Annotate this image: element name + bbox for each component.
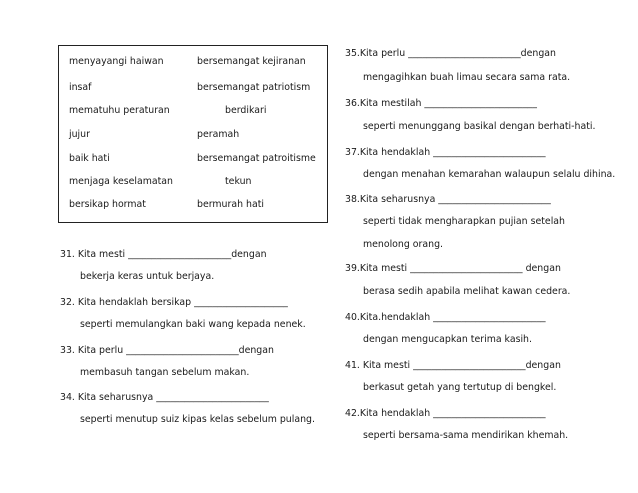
word-bank-item: jujur [69,129,90,140]
word-bank-item: bersemangat patriotism [197,82,311,93]
question-41-hint: berkasut getah yang tertutup di bengkel. [363,382,557,393]
question-31-stem: 31. Kita mesti ______________________dengan [60,249,267,260]
word-bank-item: peramah [197,129,240,140]
word-bank-item: menjaga keselamatan [69,176,173,187]
word-bank-item: menyayangi haiwan [69,56,164,67]
question-39-hint: berasa sedih apabila melihat kawan cedera. [363,286,571,297]
question-42-hint: seperti bersama-sama mendirikan khemah. [363,430,569,441]
question-35-stem: 35.Kita perlu ________________________dengan [345,48,556,59]
question-32-stem: 32. Kita hendaklah bersikap ____________________ [60,297,288,308]
word-bank-item: bersemangat patroitisme [197,153,316,164]
question-32-hint: seperti memulangkan baki wang kepada nenek. [80,319,306,330]
word-bank-item: bersikap hormat [69,199,146,210]
word-bank-item: bermurah hati [197,199,264,210]
word-bank-item: insaf [69,82,92,93]
question-36-stem: 36.Kita mestilah ________________________ [345,98,537,109]
word-bank-item: bersemangat kejiranan [197,56,306,67]
question-34-hint: seperti menutup suiz kipas kelas sebelum pulang. [80,414,315,425]
question-39-stem: 39.Kita mesti ________________________ dengan [345,263,561,274]
question-38-hint: seperti tidak mengharapkan pujian setelah [363,216,565,227]
question-33-stem: 33. Kita perlu ________________________dengan [60,345,274,356]
question-34-stem: 34. Kita seharusnya ________________________ [60,392,269,403]
question-38-stem: 38.Kita seharusnya ________________________ [345,194,551,205]
word-bank-item: berdikari [225,105,267,116]
question-40-stem: 40.Kita.hendaklah ________________________ [345,312,546,323]
question-36-hint: seperti menunggang basikal dengan berhati-hati. [363,121,596,132]
question-40-hint: dengan mengucapkan terima kasih. [363,334,532,345]
question-37-stem: 37.Kita hendaklah ________________________ [345,147,546,158]
question-41-stem: 41. Kita mesti ________________________dengan [345,360,561,371]
word-bank-item: tekun [225,176,252,187]
question-37-hint: dengan menahan kemarahan walaupun selalu dihina. [363,169,616,180]
question-31-hint: bekerja keras untuk berjaya. [80,271,215,282]
word-bank-box [58,45,328,223]
question-33-hint: membasuh tangan sebelum makan. [80,367,250,378]
word-bank-item: baik hati [69,153,110,164]
question-38-hint-cont: menolong orang. [363,239,443,250]
word-bank-item: mematuhu peraturan [69,105,170,116]
question-42-stem: 42.Kita hendaklah ________________________ [345,408,546,419]
question-35-hint: mengagihkan buah limau secara sama rata. [363,72,571,83]
